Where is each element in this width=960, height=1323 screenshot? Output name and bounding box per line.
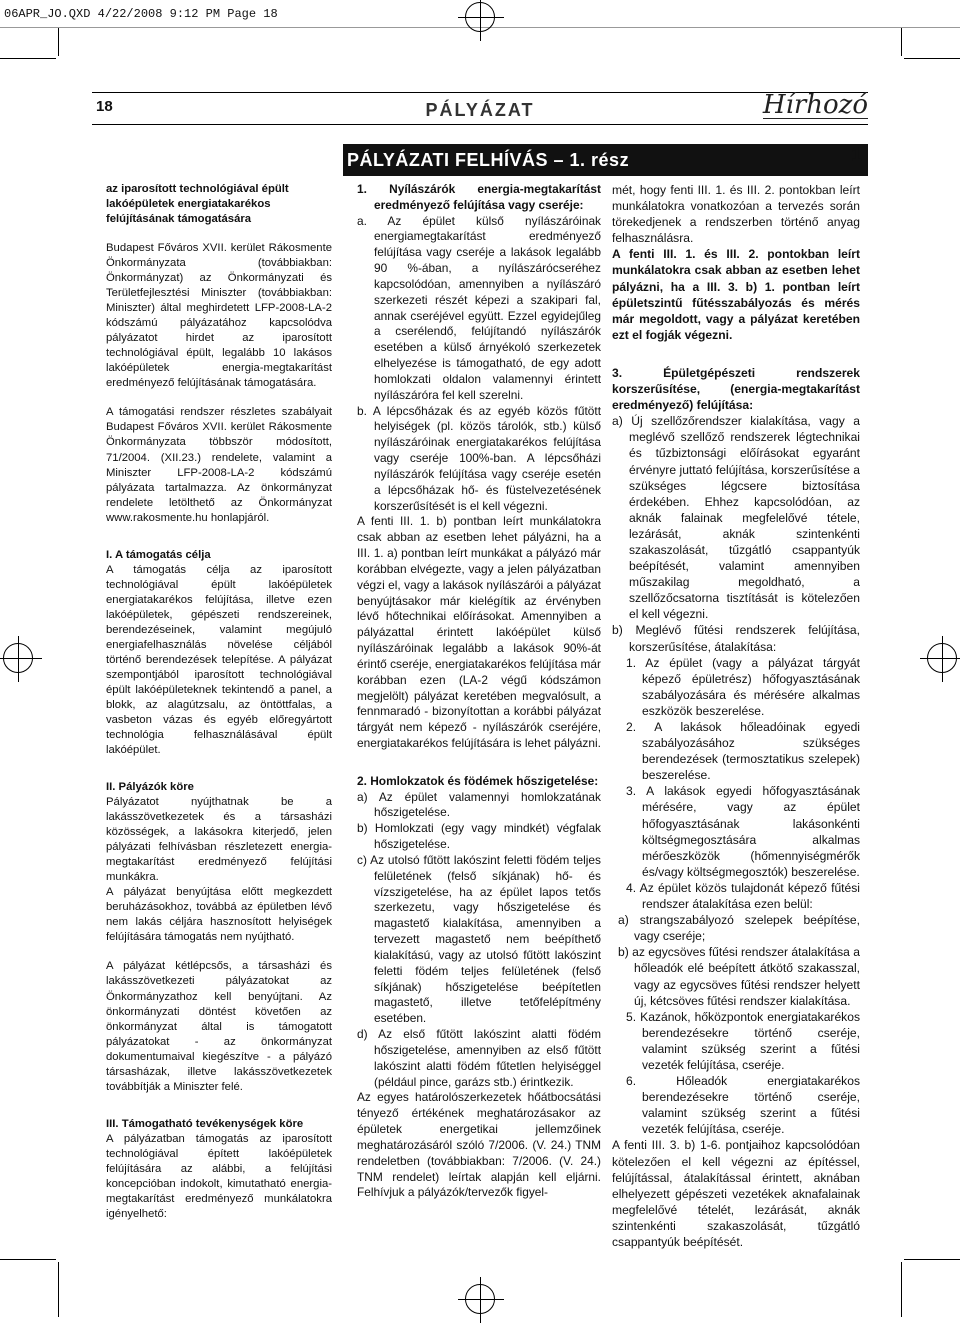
column-1 [106, 182, 332, 1222]
print-slug: 06APR_JO.QXD 4/22/2008 9:12 PM Page 18 [0, 0, 960, 28]
paragraph: A pályázatban támogatás az iparosított technológiával épített lakóépületek felújítására az alábbi, a felújítási koncepcióban indokolt, kimutatható energia-megtakarítást eredményező munkálatokra igényelhető: [106, 1132, 332, 1220]
part-number: 1 [850, 144, 862, 166]
page-number: 18 [96, 98, 113, 115]
list-item: a) strangszabályozó szelepek beépítése, vagy cseréje; [618, 913, 860, 944]
paragraph: A pályázat benyújtása előtt megkezdett beruházásokhoz, továbbá az épületben lévő nem lakás céljára hasznosított helyiségek felújítására támogatás nem nyújtható. [106, 886, 332, 944]
crop-mark [0, 1259, 56, 1260]
bold-paragraph: A fenti III. 1. és III. 2. pontokban leírt munkálatokra csak abban az esetben lehet pályázni, ha a III. 3. b) 1. pontban leírt épületszintű fűtésszabályozás és mérés már megoldott, vagy a pályázat keretében ezt el fogják végezni. [612, 247, 860, 342]
intro-heading: az iparosított technológiával épült lakóépületek energiatakarékos felújításának támogatására [106, 183, 289, 226]
subsection-heading: 1. Nyílászárók energia-megtakarítást eredményező felújítása vagy cseréje: [357, 182, 601, 212]
header-bottom-rule [92, 124, 868, 125]
list-item: a) Az épület valamennyi homlokzatának hőszigetelése. [357, 789, 601, 820]
crop-mark [904, 1259, 960, 1260]
list-item: a. Az épület külső nyílászáróinak energiamegtakarítást eredményező felújítása vagy cseréje a lakások legalább 90 %-ában, a nyílászárócseréhez kapcsolódóan, amennyiben a nyílászáró szerkezeti részét képezi a szakipari fal, annak cseréjével együtt. Ezzel egyidejűleg a cserélendő, felújítandó nyílászárók esetében a külső árnyékoló szerkezetek elhelyezése is támogatható, de egy adott homlokzati oldalon valamennyi érintett nyílászáróra fel kell szerelni. [357, 213, 601, 402]
registration-mark-bottom [465, 1284, 495, 1314]
paragraph: Budapest Főváros XVII. kerület Rákosmente Önkormányzata (továbbiakban: Önkormányzat) az Önkormányzati és Területfejlesztési Miniszter (továbbiakban: Miniszter) által meghirdetett LFP-2008-LA-2 kódszámú pályázatához kapcsolódva pályázatot hirdet az iparosított technológiával épült, legalább 10 lakásos lakóépületek energia-megtakarítást eredményező felújításának támogatására. [106, 242, 332, 390]
list-item: 6. Hőleadók energiatakarékos berendezésekre történő cseréje, valamint szükség szerint a fűtési vezeték felújítása, cseréje. [626, 1074, 860, 1137]
list-item: 5. Kazánok, hőközpontok energiatakarékos berendezésekre történő cseréje, valamint szükség szerint a fűtési vezeték felújítása, cseréje. [626, 1009, 860, 1072]
paragraph: A pályázat kétlépcsős, a társasházi és lakásszövetkezeti pályázatokat az Önkormányzathoz kell benyújtani. Az önkormányzati döntést követően az önkormányzat által is támogatott pályázatokat - az önkormányzat dokumentumaival kiegészítve - a pályázó társasházak, illetve lakásszövetkezetek továbbítják a Miniszter felé. [106, 960, 332, 1093]
list-item: 1. Az épület (vagy a pályázat tárgyát képező épületrész) hőfogyasztásának szabályozására és mérésére alkalmas eszközök beszerelése. [626, 655, 860, 718]
list-item: b. A lépcsőházak és az egyéb közös fűtött helyiségek (pl. közös tárolók, stb.) külső nyílászáróinak energiatakarékos felújítása vagy cseréje 100%-ban. A lépcsőházi nyílászárók felújítása vagy cseréje esetén a lépcsőházak hő- és füstelvezetésének korszerűsítését is el kell végezni. [357, 403, 601, 513]
crop-mark [58, 1262, 59, 1317]
section-heading: II. Pályázók köre [106, 781, 194, 794]
paragraph: A fenti III. 1. b) pontban leírt munkálatokra csak abban az esetben lehet pályázni, ha a III. 1. a) pontban leírt munkákat a pályázó már korábban elvégezte, vagy a jelen pályázatban végzi el, vagy a lakások nyílászárói a pályázat benyújtásakor már kielégítik az érvényben lévő hőtechnikai előírásokat. Amennyiben a pályázattal érintett lakóépület külső nyílászáróinak legalább a lakások 90%-át érintő cseréje, energiatakarékos felújítása már korábban ezen (LA-2 végű kódszámon megjelölt) pályázat keretében megvalósult, a fennmaradó - bizonyítottan a korábbi pályázat tárgyát nem képező - nyílászárók cseréjére, energiatakarékos felújítására is lehet pályázni. [357, 514, 601, 750]
list-item: a) Új szellőzőrendszer kialakítása, vagy a meglévő szellőző rendszerek légtechnikai és tűzbiztonsági előírásokat egyaránt érvényre juttató felújítása, korszerűsítése a szükséges légcsere biztosítása érdekében. Ehhez kapcsolódóan, az aknák falainak megfelelővé tétele, lezárását, aknák szintenkénti szakaszolását, tűzgátló csappantyúk beépítését, valamint amennyiben műszakilag megoldható, a szellőzőcsatorna tisztítását is kötelezően el kell végezni. [612, 414, 860, 622]
section-title: PÁLYÁZAT [425, 100, 535, 120]
crop-mark [58, 28, 59, 56]
list-item: 4. Az épület közös tulajdonát képező fűtési rendszer átalakítása ezen belül: [626, 880, 860, 912]
registration-mark-top [465, 2, 495, 32]
header-top-rule [92, 92, 868, 93]
crop-mark [904, 58, 960, 59]
subsection-heading: 3. Épületgépészeti rendszerek korszerűsítése, (energia-megtakarítást eredményező) felújítása: [612, 365, 860, 413]
paragraph: Pályázatot nyújthatnak be a lakásszövetkezetek és a társasházi közösségek, a lakásokra kiterjedő, jelen pályázati felhívásban részletezett energia-megtakarítást eredményező felújítási munkákra. [106, 796, 332, 884]
list-item: c) Az utolsó fűtött lakószint feletti födém teljes felületének (felső síkjának) hő- és vízszigetelése, ha az épület lapos tetős szerkezetu, vagy hőszigetelése és magastető kialakítása, amennyiben a tervezett magastető nem beépíthető kialakítású, vagy az utolsó fűtött lakószint feletti födém teljes felületének (felső síkjának) hőszigetelése beépítetlen magastető, illetve tetőfelépítmény esetében. [357, 852, 601, 1026]
paragraph: mét, hogy fenti III. 1. és III. 2. pontokban leírt munkálatokra vonatkozóan a tervezés során törekedjenek a rendszerben történő anyag felhasználásra. [612, 183, 860, 246]
crop-mark [0, 58, 56, 59]
list-item: 2. A lakások hőleadóinak egyedi szabályozásához szükséges berendezések (termosztatikus szelepek) beszerelése. [626, 720, 860, 783]
column-3 [612, 182, 860, 1250]
column-2 [357, 182, 601, 1201]
article-title-band: PÁLYÁZATI FELHÍVÁS – 1. rész [343, 144, 868, 176]
paragraph: Az egyes határolószerkezetek hőátbocsátási tényező értékének meghatározásakor az épületek energetikai jellemzőinek meghatározásáról szóló 7/2006. (V. 24.) TNM rendeletben (továbbiakban: 7/2006. (V. 24.) TNM rendelet) leírtak alapján kell eljárni. Felhívjuk a pályázók/tervezők figyel- [357, 1090, 601, 1200]
crop-mark [901, 28, 902, 56]
section-heading: III. Támogatható tevékenységek köre [106, 1117, 304, 1130]
section-heading: I. A támogatás célja [106, 548, 211, 561]
registration-mark-right [927, 643, 957, 673]
list-item: b) az egycsöves fűtési rendszer átalakítása a hőleadók elé beépített átkötő szakasszal, vagy az egycsöves fűtési rendszer helyett új, kétcsöves fűtési rendszer kialakítása. [618, 945, 860, 1008]
paragraph: A támogatási rendszer részletes szabályait Budapest Főváros XVII. kerület Rákosmente Önkormányzata többször módosított, 71/2004. (XII.23.) rendelete, valamint a Miniszter LFP-2008-LA-2 kódszámú pályázata tartalmazza. Az önkormányzat rendelete letölthető az Önkormányzat www.rakosmente.hu honlapjáról. [106, 406, 332, 524]
list-item: b) Meglévő fűtési rendszerek felújítása, korszerűsítése, átalakítása: [612, 623, 860, 654]
list-item: d) Az első fűtött lakószint alatti födém hőszigetelése, amennyiben az első fűtött lakószint alatti födém fűtetlen helyiséggel (például pince, garázs stb.) érintkezik. [357, 1027, 601, 1089]
crop-mark [901, 1262, 902, 1317]
registration-mark-left [3, 643, 33, 673]
paragraph: A fenti III. 3. b) 1-6. pontjaihoz kapcsolódóan kötelezően el kell végezni az építéssel, felújítással, átalakítással érintett, aknában elhelyezett gépészeti vezetékek aknafalainak megfelelővé tételét, lezárását, aknák szintenkénti szakaszolását, tűzgátló csappantyúk beépítését. [612, 1138, 860, 1249]
paragraph: A támogatás célja az iparosított technológiával épült lakóépületek energiatakarékos felújítása, illetve ezen lakóépületek, gépészeti rendszereinek, berendezéseinek, valamint megújuló energiafelhasználás növelése céljából történő berendezések telepítése. A pályázat szempontjából iparosított technológiával épült lakóépületeknek tekintendő a panel, a blokk, az alagútzsalu, az öntöttfalas, a vasbeton vázas és egyéb előregyártott technológia felhasználásával épült lakóépület. [106, 563, 332, 757]
list-item: 3. A lakások egyedi hőfogyasztásának mérésére, vagy az épület hőfogyasztásának lakásonkénti költségmegosztására alkalmas mérőeszközök (hőmennyiségmérők és/vagy költségmegosztók) beszerelése. [626, 784, 860, 879]
list-item: b) Homlokzati (egy vagy mindkét) végfalak hőszigetelése. [357, 821, 601, 852]
subsection-heading: 2. Homlokzatok és födémek hőszigetelése: [357, 773, 599, 788]
brand-logo: Hírhozó [762, 90, 868, 120]
